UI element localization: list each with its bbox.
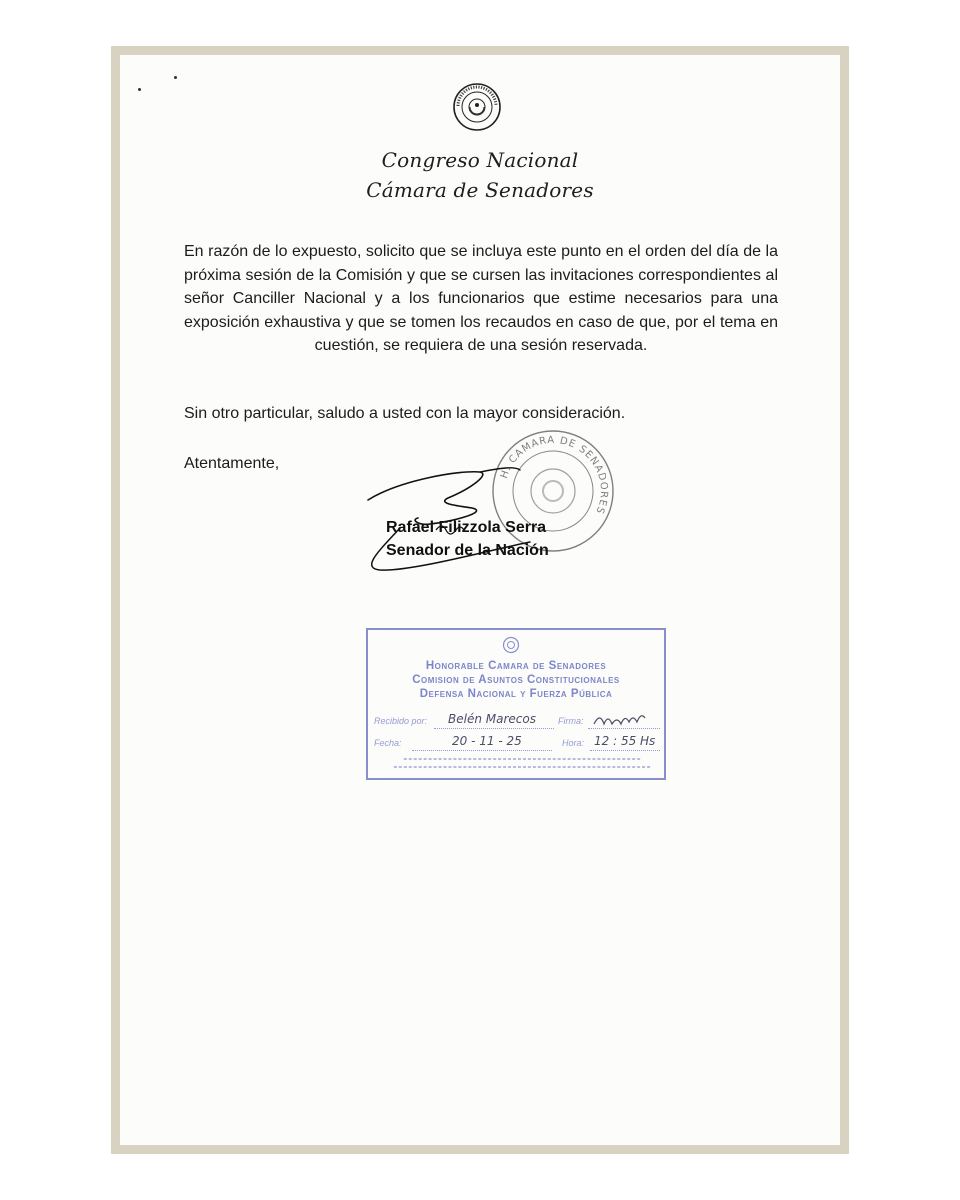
header-camara: Cámara de Senadores <box>366 178 594 202</box>
national-seal-icon <box>452 82 502 132</box>
received-by-value: Belén Marecos <box>448 712 536 726</box>
time-label: Hora: <box>562 738 585 748</box>
body-paragraph-1: En razón de lo expuesto, solicito que se incluya este punto en el orden del día de la próxima sesión de la Comisión y que se cursen las invitaciones correspondientes al señor Canciller Nacional y a los funcionarios que estime necesarios para una exposición exhaustiva y que se tomen los recaudos en caso de que, por el tema en cuestión, se requiera de una sesión reservada. <box>184 243 778 355</box>
stamp-line-2: Comision de Asuntos Constitucionales <box>412 674 620 686</box>
signer-title: Senador de la Nación <box>386 542 549 559</box>
atentamente: Atentamente, <box>184 455 280 472</box>
closing-paragraph <box>184 402 778 426</box>
body-paragraph-2: Sin otro particular, saludo a usted con la mayor consideración. <box>184 405 626 422</box>
fine-print-lines <box>374 754 658 772</box>
header-congreso: Congreso Nacional <box>381 148 579 172</box>
initials-scribble-icon <box>592 710 652 730</box>
received-by-label: Recibido por: <box>374 716 428 726</box>
stamp-line-1: Honorable Camara de Senadores <box>425 660 607 672</box>
document-page <box>120 55 840 1145</box>
time-line <box>590 750 660 751</box>
body-paragraph <box>184 240 778 358</box>
date-line <box>412 750 552 751</box>
signature-label: Firma: <box>558 716 584 726</box>
paper-speck <box>174 76 177 79</box>
paper-speck <box>138 88 141 91</box>
stamp-seal-icon <box>502 636 520 654</box>
received-stamp <box>366 628 666 780</box>
handwritten-signature-icon <box>340 450 600 580</box>
time-value: 12 : 55 Hs <box>594 734 656 748</box>
stamp-line-3: Defensa Nacional y Fuerza Pública <box>419 688 613 700</box>
photo-frame <box>111 46 849 1154</box>
received-by-line <box>434 728 554 729</box>
date-value: 20 - 11 - 25 <box>452 734 522 748</box>
round-stamp-text: H. CAMARA DE SENADORES <box>498 434 610 516</box>
signer-name: Rafael Filizzola Serra <box>386 519 547 536</box>
stamp-fine-print <box>374 754 658 772</box>
date-label: Fecha: <box>374 738 402 748</box>
